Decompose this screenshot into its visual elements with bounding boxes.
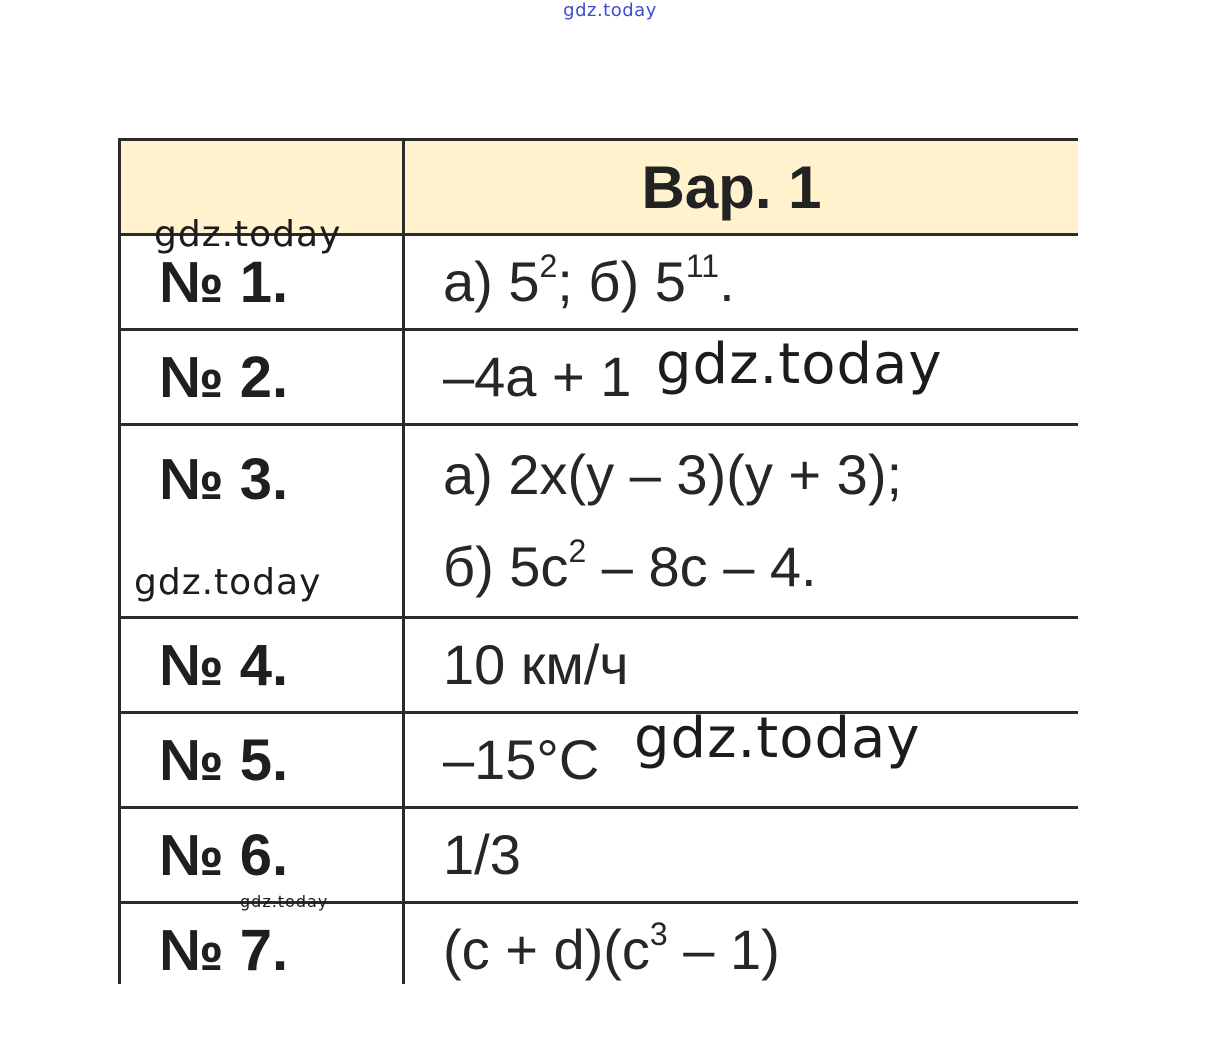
task-number: № 6. — [120, 808, 404, 903]
task-number: № 7. — [120, 903, 404, 985]
site-watermark-top: gdz.today — [563, 0, 657, 21]
task-answer: $(c + d)(c^3 - 1)$ — [404, 903, 1079, 985]
task-answer: 10 км/ч — [404, 618, 1079, 713]
watermark-overlay-3: gdz.today — [134, 562, 322, 603]
task-answer: а) $5^2$; б) $5^{11}$. — [404, 235, 1079, 330]
answers-table-container — [118, 138, 1078, 984]
table-row — [120, 808, 1079, 903]
task-answer: –4a + 1 — [404, 330, 1079, 425]
watermark-overlay-4: gdz.today — [634, 706, 921, 771]
task-number: № 4. — [120, 618, 404, 713]
task-answer: а) 2x(y – 3)(y + 3); б) $5c^2 - 8c - 4$. — [404, 425, 1079, 618]
task-number: № 1. — [120, 235, 404, 330]
task-answer: 1/3 — [404, 808, 1079, 903]
header-variant-cell: Вар. 1 — [404, 140, 1079, 235]
table-row — [120, 618, 1079, 713]
task-number: № 2. — [120, 330, 404, 425]
task-number: № 5. — [120, 713, 404, 808]
answers-table — [118, 138, 1078, 984]
watermark-overlay-1: gdz.today — [154, 214, 342, 255]
watermark-overlay-5: gdz.today — [240, 892, 329, 911]
table-row — [120, 713, 1079, 808]
table-row — [120, 903, 1079, 985]
task-number: № 3. — [120, 425, 404, 618]
task-answer: –15°C — [404, 713, 1079, 808]
watermark-overlay-2: gdz.today — [656, 332, 943, 397]
